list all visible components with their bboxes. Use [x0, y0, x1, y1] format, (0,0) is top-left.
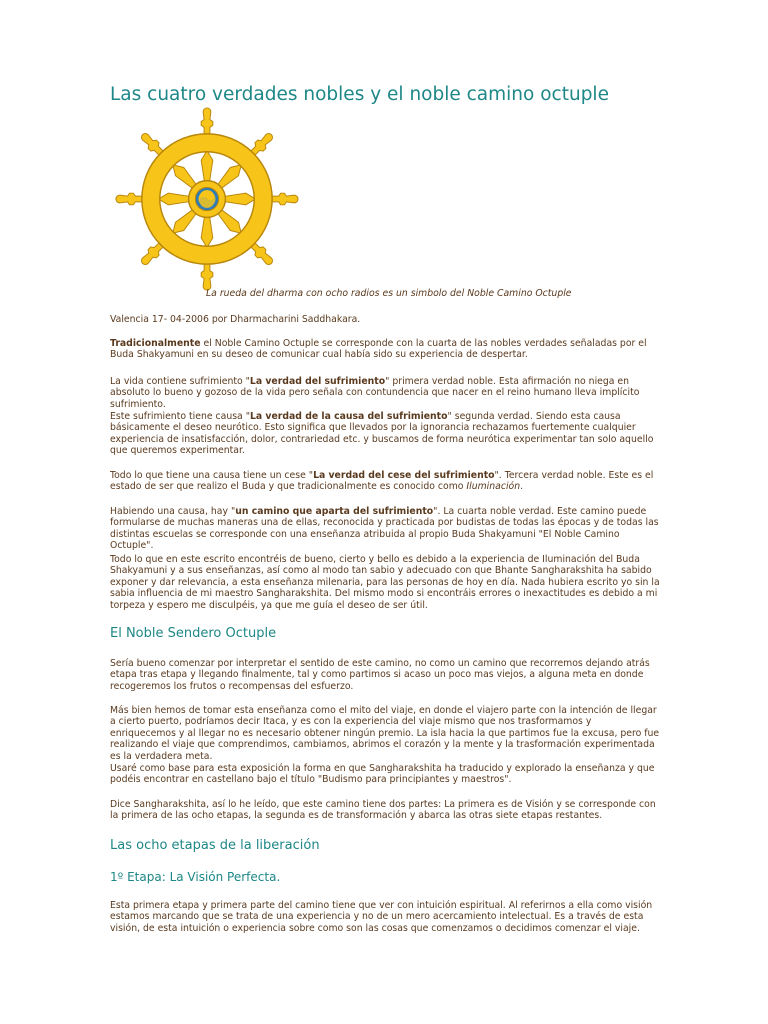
paragraph-2: La vida contiene sufrimiento "La verdad del sufrimiento" primera verdad noble. Esta afirmación no niega en absoluto lo bueno y gozoso de la vida pero señala con contundencia que nacer en el reino humano lleva implícito sufrimiento. — [110, 376, 640, 410]
paragraph-10: Dice Sangharakshita, así lo he leído, que este camino tiene dos partes: La primera es de Visión y se corresponde con la primera de las ocho etapas, la segunda es de transformación y abarca las otras siete etapas restantes. — [110, 799, 656, 822]
paragraph-6: Todo lo que en este escrito encontréis de bueno, cierto y bello es debido a la experiencia de Iluminación del Buda Shakyamuni y a sus enseñanzas, así como al modo tan sabio y adecuado con que Bhante Sangharakshita ha sabido exponer y dar relevancia, a esta enseñanza milenaria, para las personas de hoy en día. Nada hubiera escrito yo sin la sabia influencia de mi maestro Sangharakshita. Del mismo modo si encontráis errores o inexactitudes es debido a mi torpeza y espero me disculpéis, ya que me guía el deseo de ser útil. — [110, 554, 660, 611]
paragraph-4: Todo lo que tiene una causa tiene un cese "La verdad del cese del sufrimiento". Tercera verdad noble. Este es el estado de ser que realizo el Buda y que tradicionalmente es conocido como Iluminación. — [110, 470, 654, 493]
section-heading-ocho-etapas: Las ocho etapas de la liberación — [110, 838, 320, 853]
byline: Valencia 17- 04-2006 por Dharmacharini Saddhakara. — [110, 314, 361, 325]
paragraph-8: Más bien hemos de tomar esta enseñanza como el mito del viaje, en donde el viajero parte con la intención de llegar a cierto puerto, podríamos decir Itaca, y es con la experiencia del viaje mismo que nos trasformamos y enriquecemos y al llegar no es necesario obtener ningún premio. La isla hacia la que partimos fue la excusa, pero fue realizando el viaje que comprendimos, cambiamos, abrimos el corazón y la mente y la trasformación experimentada es la verdadera meta. — [110, 705, 660, 762]
paragraph-11: Esta primera etapa y primera parte del camino tiene que ver con intuición espiritual. Al referirnos a ella como visión estamos marcando que se trata de una experiencia y no de un mero acercamiento intelectual. Es a través de esta visión, de esta intuición o experiencia sobre como son las cosas que comenzamos o decidimos comenzar el viaje. — [110, 900, 653, 934]
paragraph-5: Habiendo una causa, hay "un camino que aparta del sufrimiento". La cuarta noble verdad. Este camino puede formularse de muchas maneras una de ellas, reconocida y practicada por budistas de todas las épocas y de todas las distintas escuelas se corresponde con una enseñanza atribuida al propio Buda Shakyamuni "El Noble Camino Octuple". — [110, 506, 659, 552]
paragraph-9: Usaré como base para esta exposición la forma en que Sangharakshita ha traducido y explorado la enseñanza y que podéis encontrar en castellano bajo el título "Budismo para principiantes y maestros". — [110, 763, 655, 786]
page-title: Las cuatro verdades nobles y el noble camino octuple — [110, 84, 609, 105]
paragraph-7: Sería bueno comenzar por interpretar el sentido de este camino, no como un camino que recorremos dejando atrás etapa tras etapa y llegando finalmente, tal y como partimos si acaso un poco mas viejos, a alguna meta en donde recogeremos los frutos o recompensas del esfuerzo. — [110, 658, 650, 692]
figure-caption: La rueda del dharma con ocho radios es un simbolo del Noble Camino Octuple — [206, 288, 572, 299]
section-heading-noble-sendero: El Noble Sendero Octuple — [110, 626, 277, 641]
section-heading-etapa-1: 1º Etapa: La Visión Perfecta. — [110, 870, 281, 884]
paragraph-1: Tradicionalmente el Noble Camino Octuple se corresponde con la cuarta de las nobles verdades señaladas por el Buda Shakyamuni en su deseo de comunicar cual había sido su experiencia de despertar. — [110, 338, 647, 361]
dharma-wheel-icon — [110, 106, 304, 292]
paragraph-3: Este sufrimiento tiene causa "La verdad de la causa del sufrimiento" segunda verdad. Siendo esta causa básicamente el deseo neurótico. Esto significa que llevados por la ignorancia rechazamos fuertemente cualquier experiencia de insatisfacción, dolor, contrariedad etc. y buscamos de forma neurótica experimentar tan solo aquello que queremos experimentar. — [110, 411, 654, 457]
